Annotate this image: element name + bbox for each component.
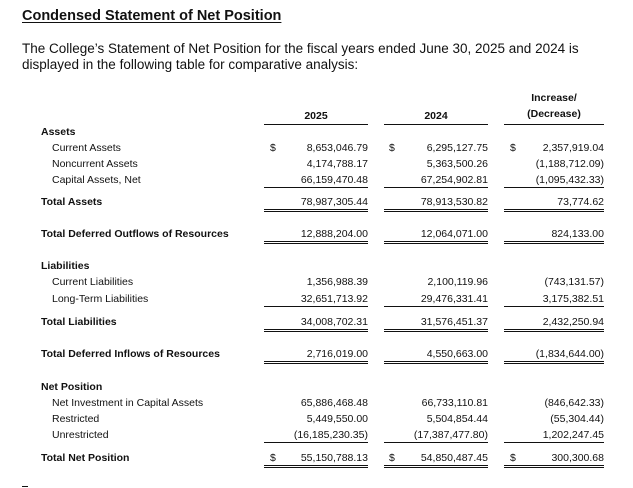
value-2024: 78,913,530.82 bbox=[384, 195, 488, 212]
value-change: (743,131.57) bbox=[544, 276, 604, 288]
value-2024: 54,850,487.45 bbox=[384, 451, 488, 468]
value-change: 3,175,382.51 bbox=[504, 292, 604, 307]
column-header-change-line2: (Decrease) bbox=[527, 108, 581, 120]
currency-symbol: $ bbox=[389, 142, 395, 154]
table-row-current-liabilities bbox=[0, 275, 633, 289]
value-2025: 12,888,204.00 bbox=[264, 227, 368, 244]
value-2025: 32,651,713.92 bbox=[264, 292, 368, 307]
row-label: Total Deferred Inflows of Resources bbox=[41, 348, 220, 360]
value-2025: (16,185,230.35) bbox=[264, 428, 368, 443]
value-change: (1,188,712.09) bbox=[535, 158, 604, 170]
section-heading: Condensed Statement of Net Position bbox=[22, 8, 282, 24]
value-change: (1,095,432.33) bbox=[504, 173, 604, 188]
value-change: (55,304.44) bbox=[550, 413, 604, 425]
currency-symbol: $ bbox=[270, 452, 276, 464]
currency-symbol: $ bbox=[510, 142, 516, 154]
assets-heading-row bbox=[0, 125, 633, 139]
value-2024: 5,504,854.44 bbox=[426, 413, 488, 425]
value-change: 2,357,919.04 bbox=[542, 142, 604, 154]
table-row-noncurrent-assets bbox=[0, 157, 633, 171]
currency-symbol: $ bbox=[270, 142, 276, 154]
cut-off-text-fragment bbox=[22, 482, 62, 488]
table-row-current-assets bbox=[0, 141, 633, 155]
value-change: 73,774.62 bbox=[504, 195, 604, 212]
value-change: (846,642.33) bbox=[544, 397, 604, 409]
value-change: 824,133.00 bbox=[504, 227, 604, 244]
column-header-2025: 2025 bbox=[304, 110, 328, 122]
assets-heading: Assets bbox=[41, 126, 76, 138]
value-2024: 6,295,127.75 bbox=[426, 142, 488, 154]
row-label: Noncurrent Assets bbox=[52, 158, 138, 170]
value-2024: 67,254,902.81 bbox=[384, 173, 488, 188]
liabilities-heading-row bbox=[0, 259, 633, 273]
value-2024: 12,064,071.00 bbox=[384, 227, 488, 244]
value-2025: 8,653,046.79 bbox=[306, 142, 368, 154]
net-position-heading-row bbox=[0, 380, 633, 394]
table-row-capital-assets bbox=[0, 173, 633, 187]
currency-symbol: $ bbox=[389, 452, 395, 464]
value-2024: 66,733,110.81 bbox=[421, 397, 488, 409]
table-row-deferred-outflows bbox=[0, 227, 633, 241]
row-label: Long-Term Liabilities bbox=[52, 293, 149, 305]
row-label: Total Assets bbox=[41, 196, 103, 208]
value-2024: 4,550,663.00 bbox=[384, 347, 488, 364]
net-position-heading: Net Position bbox=[41, 381, 103, 393]
currency-symbol: $ bbox=[510, 452, 516, 464]
value-2025: 65,886,468.48 bbox=[300, 397, 368, 409]
table-row-deferred-inflows bbox=[0, 347, 633, 361]
row-label: Unrestricted bbox=[52, 429, 109, 441]
value-2024: (17,387,477.80) bbox=[384, 428, 488, 443]
value-change: 2,432,250.94 bbox=[504, 315, 604, 332]
row-label: Current Liabilities bbox=[52, 276, 134, 288]
row-label: Total Deferred Outflows of Resources bbox=[41, 228, 229, 240]
table-row-total-liabilities bbox=[0, 315, 633, 329]
value-2025: 5,449,550.00 bbox=[306, 413, 368, 425]
row-label: Total Net Position bbox=[41, 452, 130, 464]
value-2025: 66,159,470.48 bbox=[264, 173, 368, 188]
value-change: (1,834,644.00) bbox=[504, 347, 604, 364]
value-change: 300,300.68 bbox=[504, 451, 604, 468]
row-label: Total Liabilities bbox=[41, 316, 117, 328]
row-label: Net Investment in Capital Assets bbox=[52, 397, 204, 409]
row-label: Current Assets bbox=[52, 142, 121, 154]
intro-paragraph: The College’s Statement of Net Position for the fiscal years ended June 30, 2025 and 2024 is displayed in the following table for comparative analysis: bbox=[22, 41, 579, 72]
table-row-longterm-liabilities bbox=[0, 292, 633, 306]
value-2024: 5,363,500.26 bbox=[426, 158, 488, 170]
liabilities-heading: Liabilities bbox=[41, 260, 90, 272]
value-2024: 31,576,451.37 bbox=[384, 315, 488, 332]
value-2025: 4,174,788.17 bbox=[306, 158, 368, 170]
table-row-restricted bbox=[0, 412, 633, 426]
value-2025: 1,356,988.39 bbox=[306, 276, 368, 288]
value-2025: 78,987,305.44 bbox=[264, 195, 368, 212]
value-2024: 2,100,119.96 bbox=[427, 276, 488, 288]
column-header-change-line1: Increase/ bbox=[531, 92, 577, 104]
value-2025: 55,150,788.13 bbox=[264, 451, 368, 468]
row-label: Capital Assets, Net bbox=[52, 174, 141, 186]
table-row-total-net-position bbox=[0, 451, 633, 465]
value-2025: 34,008,702.31 bbox=[264, 315, 368, 332]
row-label: Restricted bbox=[52, 413, 100, 425]
column-header-2024: 2024 bbox=[424, 110, 448, 122]
table-row-total-assets bbox=[0, 195, 633, 209]
value-change: 1,202,247.45 bbox=[504, 428, 604, 443]
table-row-net-investment bbox=[0, 396, 633, 410]
table-row-unrestricted bbox=[0, 428, 633, 442]
value-2025: 2,716,019.00 bbox=[264, 347, 368, 364]
value-2024: 29,476,331.41 bbox=[384, 292, 488, 307]
